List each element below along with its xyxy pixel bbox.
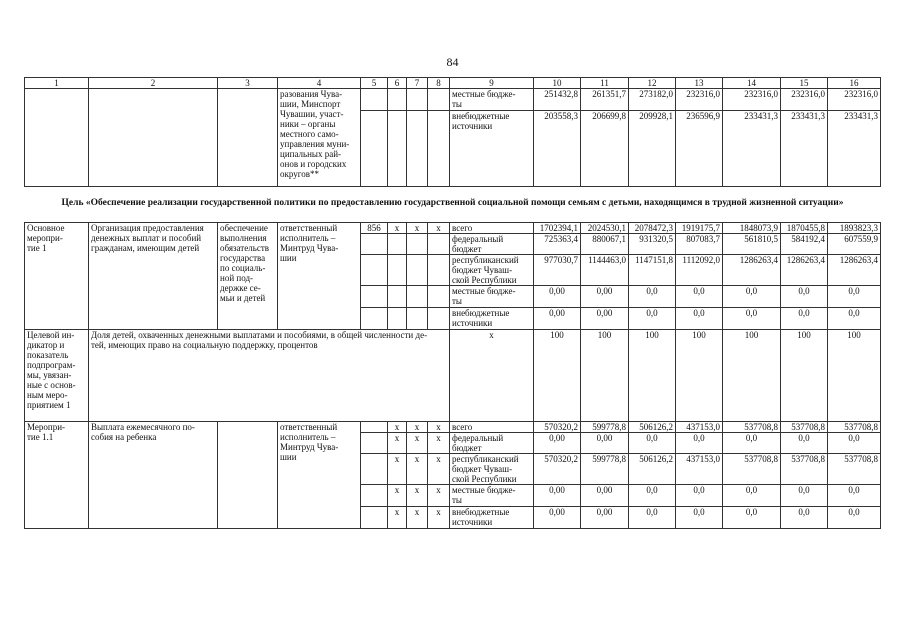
value-cell: 0,0: [629, 485, 676, 507]
value-cell: 0,0: [629, 507, 676, 529]
value-cell: 725363,4: [534, 234, 581, 255]
code-cell: x: [388, 507, 407, 529]
value-cell: 0,0: [781, 286, 828, 308]
col-num: 7: [407, 78, 428, 89]
source-cell: федеральный бюджет: [450, 234, 534, 255]
col-num: 9: [450, 78, 534, 89]
value-cell: 1112092,0: [676, 255, 723, 286]
value-cell: 0,0: [676, 433, 723, 454]
value-cell: 0,00: [581, 485, 629, 507]
event-name-cell: Меропри- тие 1.1: [25, 422, 89, 529]
source-cell: местные бюдже- ты: [450, 485, 534, 507]
value-cell: 0,00: [581, 507, 629, 529]
value-cell: 1919175,7: [676, 223, 723, 234]
col-num: 13: [676, 78, 723, 89]
value-cell: 0,0: [629, 433, 676, 454]
col-num: 11: [581, 78, 629, 89]
value-cell: 206699,8: [581, 111, 629, 187]
table-row: [25, 223, 881, 234]
value-cell: 0,0: [629, 286, 676, 308]
source-cell: внебюджетные источники: [450, 507, 534, 529]
col-num: 12: [629, 78, 676, 89]
goal-heading: Цель «Обеспечение реализации государственной политики по предоставлению государственной социальной помощи семьям с детьми, находящимся в трудной жизненной ситуации»: [61, 198, 844, 208]
value-cell: 0,0: [781, 485, 828, 507]
table-row: [25, 330, 881, 422]
code-cell: x: [407, 223, 428, 234]
table-row: [25, 89, 881, 111]
value-cell: 537708,8: [828, 454, 881, 485]
value-cell: 0,0: [676, 286, 723, 308]
value-cell: 0,0: [828, 286, 881, 308]
value-cell: 1147151,8: [629, 255, 676, 286]
value-cell: 437153,0: [676, 454, 723, 485]
value-cell: 537708,8: [828, 422, 881, 433]
value-cell: 261351,7: [581, 89, 629, 111]
value-cell: 233431,3: [723, 111, 781, 187]
value-cell: 0,0: [828, 507, 881, 529]
value-cell: 232316,0: [781, 89, 828, 111]
value-cell: 100: [781, 330, 828, 422]
value-cell: 232316,0: [676, 89, 723, 111]
code-cell: x: [388, 485, 407, 507]
page-number: 84: [446, 55, 459, 69]
value-cell: 0,0: [676, 485, 723, 507]
value-cell: 0,0: [781, 308, 828, 330]
value-cell: 1848073,9: [723, 223, 781, 234]
indicator-label-cell: Целевой ин- дикатор и показатель подпрограм- мы, увязан- ные с основ- ным меро- приятием 1: [25, 330, 89, 422]
table-row: [25, 422, 881, 433]
event-desc-cell: Выплата ежемесячного по- собия на ребенка: [89, 422, 218, 529]
value-cell: 233431,3: [828, 111, 881, 187]
value-cell: 537708,8: [723, 422, 781, 433]
value-cell: 0,00: [534, 507, 581, 529]
value-cell: 1893823,3: [828, 223, 881, 234]
value-cell: 506126,2: [629, 422, 676, 433]
value-cell: 570320,2: [534, 422, 581, 433]
col-num: 4: [278, 78, 361, 89]
source-cell: местные бюдже- ты: [450, 89, 534, 111]
code-cell: x: [428, 422, 450, 433]
value-cell: 931320,5: [629, 234, 676, 255]
value-cell: 251432,8: [534, 89, 581, 111]
responsible-cell: ответственный исполнитель – Минтруд Чува- шии: [278, 223, 361, 330]
value-cell: 1702394,1: [534, 223, 581, 234]
code-cell: x: [407, 485, 428, 507]
value-cell: 273182,0: [629, 89, 676, 111]
code-cell: x: [388, 422, 407, 433]
code-cell: x: [388, 433, 407, 454]
value-cell: 0,00: [581, 286, 629, 308]
value-cell: 0,0: [828, 308, 881, 330]
value-cell: 0,00: [534, 433, 581, 454]
indicator-text-cell: Доля детей, охваченных денежными выплатами и пособиями, в общей численности де- тей, имеющих право на социальную поддержку, процентов: [89, 330, 450, 422]
value-cell: 0,00: [534, 308, 581, 330]
col-num: 16: [828, 78, 881, 89]
code-cell: x: [407, 422, 428, 433]
value-cell: 437153,0: [676, 422, 723, 433]
code-cell: x: [450, 330, 534, 422]
value-cell: 100: [723, 330, 781, 422]
value-cell: 537708,8: [781, 422, 828, 433]
code-cell: x: [388, 223, 407, 234]
value-cell: 880067,1: [581, 234, 629, 255]
value-cell: 1144463,0: [581, 255, 629, 286]
value-cell: 0,0: [676, 507, 723, 529]
table-main: [24, 222, 881, 529]
value-cell: 807083,7: [676, 234, 723, 255]
value-cell: 100: [534, 330, 581, 422]
code-cell: x: [428, 507, 450, 529]
col-num: 10: [534, 78, 581, 89]
source-cell: республиканский бюджет Чуваш- ской Республики: [450, 255, 534, 286]
value-cell: 537708,8: [723, 454, 781, 485]
col-num: 14: [723, 78, 781, 89]
source-cell: федеральный бюджет: [450, 433, 534, 454]
value-cell: 2078472,3: [629, 223, 676, 234]
responsible-cell: ответственный исполнитель – Минтруд Чува- шии: [278, 422, 361, 529]
col-num: 1: [25, 78, 89, 89]
col-num: 3: [218, 78, 278, 89]
source-cell: всего: [450, 223, 534, 234]
value-cell: 977030,7: [534, 255, 581, 286]
value-cell: 0,0: [676, 308, 723, 330]
source-cell: внебюджетные источники: [450, 111, 534, 187]
value-cell: 2024530,1: [581, 223, 629, 234]
value-cell: 561810,5: [723, 234, 781, 255]
value-cell: 233431,3: [781, 111, 828, 187]
col-num: 15: [781, 78, 828, 89]
table-top: [24, 77, 881, 187]
event-desc-cell: Организация предоставления денежных выплат и пособий гражданам, имеющим детей: [89, 223, 218, 330]
value-cell: 570320,2: [534, 454, 581, 485]
source-cell: всего: [450, 422, 534, 433]
value-cell: 209928,1: [629, 111, 676, 187]
value-cell: 1286263,4: [723, 255, 781, 286]
event-name-cell: Основное меропри- тие 1: [25, 223, 89, 330]
code-cell: x: [388, 454, 407, 485]
responsible-cell: разования Чува- шии, Минспорт Чувашии, участ- ники – органы местного само- управления муни- ципальных рай- онов и городских округов**: [278, 89, 361, 187]
value-cell: 232316,0: [723, 89, 781, 111]
value-cell: 599778,8: [581, 422, 629, 433]
code-cell: x: [407, 433, 428, 454]
col-num: 8: [428, 78, 450, 89]
col-num: 6: [388, 78, 407, 89]
value-cell: 100: [629, 330, 676, 422]
value-cell: 1286263,4: [781, 255, 828, 286]
value-cell: 506126,2: [629, 454, 676, 485]
value-cell: 607559,9: [828, 234, 881, 255]
value-cell: 0,0: [723, 485, 781, 507]
value-cell: 232316,0: [828, 89, 881, 111]
code-cell: x: [407, 507, 428, 529]
value-cell: 203558,3: [534, 111, 581, 187]
value-cell: 0,00: [534, 286, 581, 308]
value-cell: 599778,8: [581, 454, 629, 485]
value-cell: 0,00: [581, 308, 629, 330]
value-cell: 0,0: [828, 433, 881, 454]
code-cell: x: [428, 223, 450, 234]
value-cell: 537708,8: [781, 454, 828, 485]
value-cell: 0,0: [723, 507, 781, 529]
value-cell: 100: [581, 330, 629, 422]
value-cell: 1870455,8: [781, 223, 828, 234]
col-num: 2: [89, 78, 218, 89]
value-cell: 0,0: [723, 433, 781, 454]
value-cell: 100: [676, 330, 723, 422]
code-cell: x: [428, 454, 450, 485]
value-cell: 1286263,4: [828, 255, 881, 286]
value-cell: 0,0: [828, 485, 881, 507]
value-cell: 0,0: [629, 308, 676, 330]
source-cell: внебюджетные источники: [450, 308, 534, 330]
value-cell: 0,0: [781, 433, 828, 454]
value-cell: 0,00: [581, 433, 629, 454]
code-cell: 856: [361, 223, 388, 234]
value-cell: 0,0: [723, 286, 781, 308]
value-cell: 0,00: [534, 485, 581, 507]
code-cell: x: [407, 454, 428, 485]
col-num: 5: [361, 78, 388, 89]
event-purpose-cell: обеспечение выполнения обязательств государства по социаль- ной под- держке се- мьи и детей: [218, 223, 278, 330]
value-cell: 0,0: [723, 308, 781, 330]
source-cell: местные бюдже- ты: [450, 286, 534, 308]
value-cell: 584192,4: [781, 234, 828, 255]
code-cell: x: [428, 485, 450, 507]
value-cell: 236596,9: [676, 111, 723, 187]
value-cell: 100: [828, 330, 881, 422]
value-cell: 0,0: [781, 507, 828, 529]
source-cell: республиканский бюджет Чуваш- ской Республики: [450, 454, 534, 485]
column-number-row: [25, 78, 881, 89]
code-cell: x: [428, 433, 450, 454]
